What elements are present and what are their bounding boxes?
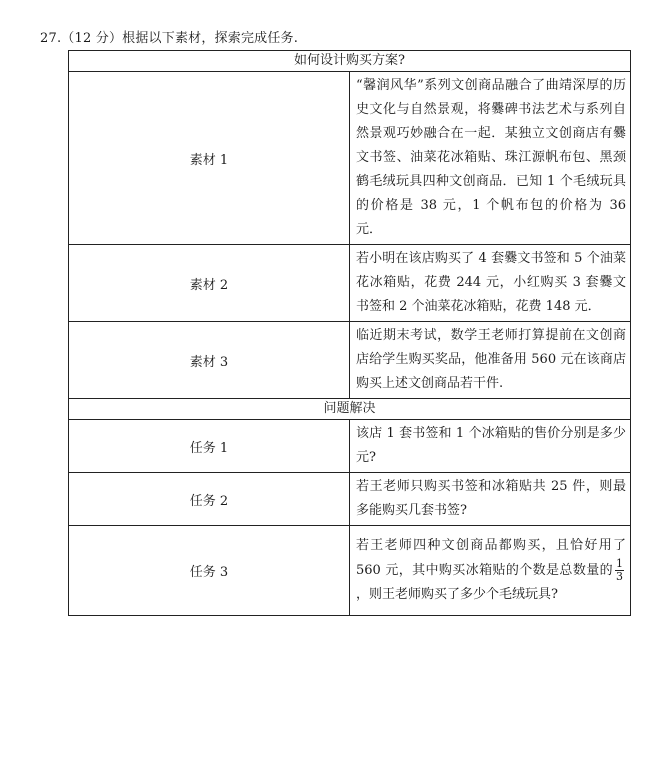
task-row bbox=[69, 473, 631, 526]
question-header: 27.（12 分）根据以下素材，探索完成任务. bbox=[40, 31, 299, 46]
material-row bbox=[69, 322, 631, 399]
task-1-label: 任务 1 bbox=[69, 420, 350, 473]
table-title: 如何设计购买方案? bbox=[69, 51, 631, 72]
material-3-text: 临近期末考试，数学王老师打算提前在文创商店给学生购买奖品，他准备用 560 元在该商店购买上述文创商品若干件. bbox=[350, 322, 631, 399]
material-1-label: 素材 1 bbox=[69, 72, 350, 245]
material-3-label: 素材 3 bbox=[69, 322, 350, 399]
task-row bbox=[69, 526, 631, 616]
material-1-text: “馨润风华”系列文创商品融合了曲靖深厚的历史文化与自然景观，将爨碑书法艺术与系列自然景观巧妙融合在一起．某独立文创商店有爨文书签、油菜花冰箱贴、珠江源帆布包、黑颈鹤毛绒玩具四种文创商品．已知 1 个毛绒玩具的价格是 38 元，1 个帆布包的价格为 36 元． bbox=[350, 72, 631, 245]
task-2-text: 若王老师只购买书签和冰箱贴共 25 件，则最多能购买几套书签? bbox=[350, 473, 631, 526]
task-row bbox=[69, 420, 631, 473]
task-2-label: 任务 2 bbox=[69, 473, 350, 526]
material-2-text: 若小明在该店购买了 4 套爨文书签和 5 个油菜花冰箱贴，花费 244 元，小红购买 3 套爨文书签和 2 个油菜花冰箱贴，花费 148 元． bbox=[350, 245, 631, 322]
fraction-denominator: 3 bbox=[616, 570, 623, 583]
task-1-text: 该店 1 套书签和 1 个冰箱贴的售价分别是多少元? bbox=[350, 420, 631, 473]
material-row bbox=[69, 72, 631, 245]
fraction-numerator: 1 bbox=[616, 557, 623, 570]
task-table bbox=[68, 50, 631, 616]
section-title-row bbox=[69, 399, 631, 420]
fraction bbox=[615, 558, 624, 583]
material-2-label: 素材 2 bbox=[69, 245, 350, 322]
material-row bbox=[69, 245, 631, 322]
section-title: 问题解决 bbox=[69, 399, 631, 420]
task-3-text-before: 若王老师四种文创商品都购买，且恰好用了 560 元，其中购买冰箱贴的个数是总数量的 bbox=[356, 538, 626, 578]
task-3-text-after: ，则王老师购买了多少个毛绒玩具? bbox=[356, 587, 558, 602]
table-title-row bbox=[69, 51, 631, 72]
task-3-label: 任务 3 bbox=[69, 526, 350, 616]
task-3-text bbox=[350, 526, 631, 616]
